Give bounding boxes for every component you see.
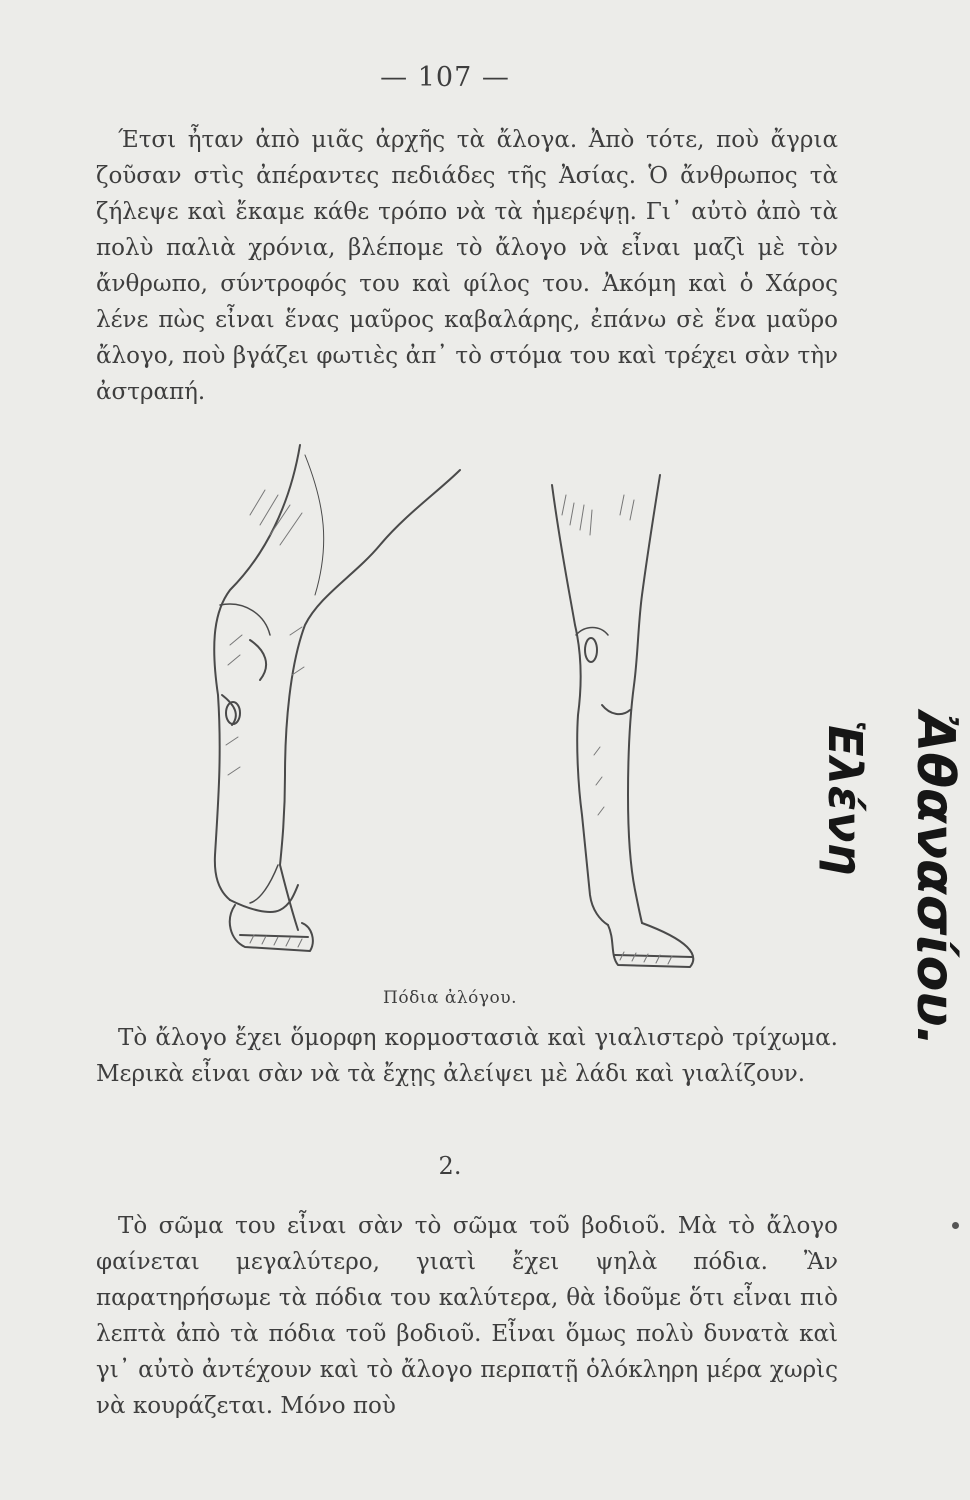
horse-legs-illustration [190, 395, 730, 985]
paragraph-intro: Έτσι ἦταν ἀπὸ μιᾶς ἀρχῆς τὰ ἄλογα. Ἀπὸ τότε, ποὺ ἄγρια ζοῦσαν στὶς ἀπέραντες πεδιάδες τῆς Ἀσίας. Ὁ ἄνθρωπος τὰ ζήλεψε καὶ ἔκαμε κάθε τρόπο νὰ τὰ ἡμερέψῃ. Γι᾽ αὐτὸ ἀπὸ τὰ πολὺ παλιὰ χρόνια, βλέπομε τὸ ἄλογο νὰ εἶναι μαζὶ μὲ τὸν ἄνθρωπο, σύντροφός του καὶ φίλος του. Ἀκόμη καὶ ὁ Χάρος λένε πὼς εἶναι ἕνας μαῦρος καβαλάρης, ἐπάνω σὲ ἕνα μαῦρο ἄλογο, ποὺ βγάζει φωτιὲς ἀπ᾽ τὸ στόμα του καὶ τρέχει σὰν τὴν ἀστραπή. [96, 127, 838, 405]
figure-caption: Πόδια ἀλόγου. [383, 988, 517, 1008]
ink-dot [952, 1222, 959, 1229]
left-leg-drawing [214, 445, 460, 951]
handwriting-line-1: Ἀθανασίου. [905, 712, 965, 1047]
page-number: — 107 — [380, 62, 510, 93]
section-number: 2. [438, 1152, 462, 1180]
paragraph-coat: Τὸ ἄλογο ἔχει ὅμορφη κορμοστασιὰ καὶ γιαλιστερὸ τρίχωμα. Μερικὰ εἶναι σὰν νὰ τὰ ἔχῃς ἀλείψει μὲ λάδι καὶ γιαλίζουν. [96, 1025, 838, 1087]
right-leg-drawing [552, 475, 693, 967]
handwriting-line-2: Ἑλένη [818, 720, 872, 876]
paragraph-body: Τὸ σῶμα του εἶναι σὰν τὸ σῶμα τοῦ βοδιοῦ. Μὰ τὸ ἄλογο φαίνεται μεγαλύτερο, γιατὶ ἔχει ψηλὰ πόδια. Ἂν παρατηρήσωμε τὰ πόδια του καλύτερα, θὰ ἰδοῦμε ὅτι εἶναι πιὸ λεπτὰ ἀπὸ τὰ πόδια τοῦ βοδιοῦ. Εἶναι ὅμως πολὺ δυνατὰ καὶ γι᾽ αὐτὸ ἀντέχουν καὶ τὸ ἄλογο περπατῇ ὁλόκληρη μέρα χωρὶς νὰ κουράζεται. Μόνο ποὺ [96, 1213, 838, 1419]
